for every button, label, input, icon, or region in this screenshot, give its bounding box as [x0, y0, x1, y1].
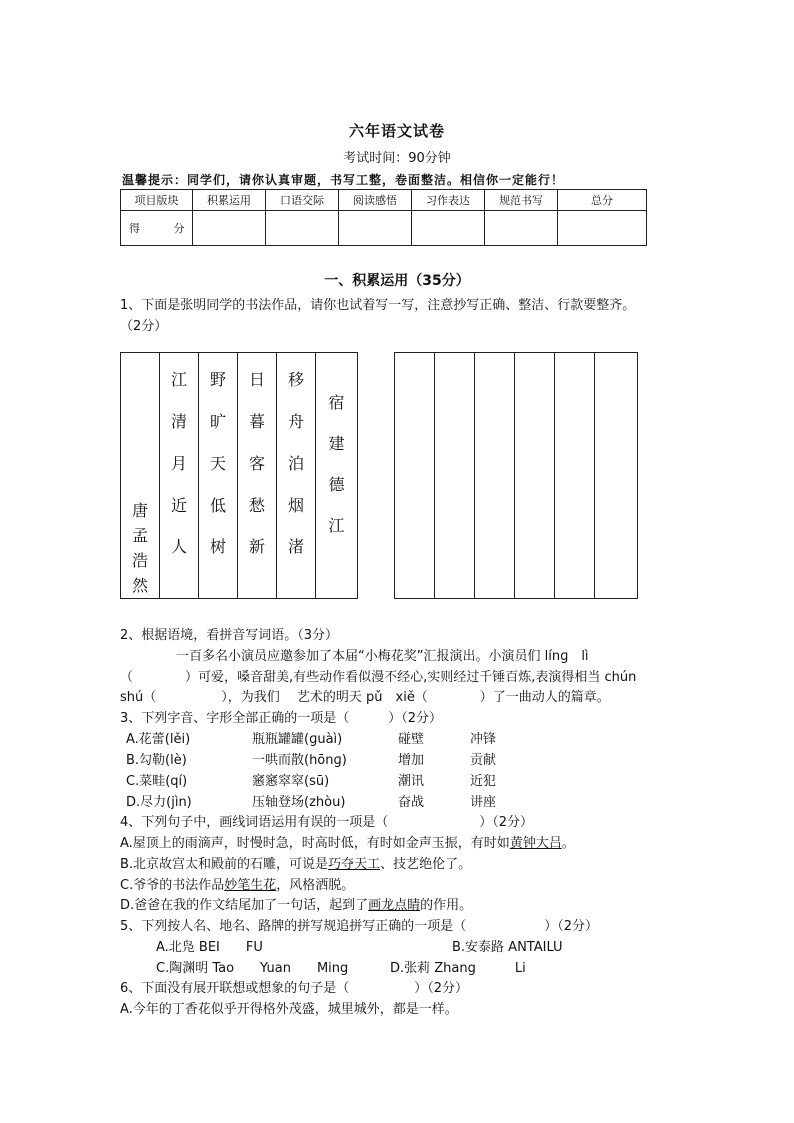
poem-char: 月	[170, 454, 187, 473]
q4-option-d	[120, 894, 472, 913]
q3-option-a-word: 碰壁	[398, 732, 425, 747]
poem-char: 泊	[287, 454, 304, 473]
poem-char: 移	[287, 370, 304, 389]
q6-option-a: A.今年的丁香花似乎开得格外茂盛，城里城外，都是一样。	[120, 1002, 458, 1017]
score-header-cell: 习作表达	[412, 190, 485, 211]
poem-char: 渚	[287, 537, 304, 556]
page-title: 六年语文试卷	[348, 122, 445, 140]
score-input-cell[interactable]	[193, 211, 266, 246]
score-header-cell: 规范书写	[485, 190, 558, 211]
score-header-cell: 阅读感悟	[339, 190, 412, 211]
q3-option-a-word: 瓶瓶罐罐(ɡuàì)	[252, 732, 343, 747]
score-header-cell: 积累运用	[193, 190, 266, 211]
poem-char: 新	[248, 537, 265, 556]
section-title: 一、积累运用（35分）	[324, 273, 470, 289]
poem-char: 烟	[287, 496, 304, 515]
q3-option-d-word: 讲座	[470, 795, 497, 810]
poem-char: 孟	[131, 526, 148, 545]
poem-char: 唐	[131, 501, 148, 520]
poem-char: 暮	[248, 412, 265, 431]
q3-option-b: B.勾勒(lè)	[126, 753, 187, 768]
q3-option-a-word: 冲锋	[470, 732, 497, 747]
score-input-cell[interactable]	[558, 211, 647, 246]
q4-text: 4、下列句子中，画线词语运用有误的一项是（ ）（2分）	[120, 815, 534, 830]
q4-a-end: 。	[561, 836, 575, 851]
q4-b-underlined: 巧夺天工	[328, 857, 381, 872]
q3-text: 3、下列字音、字形全部正确的一项是（ ）（2分）	[120, 711, 443, 726]
q3-option-b-word: 贡献	[470, 753, 497, 768]
practice-column[interactable]	[435, 353, 475, 598]
q4-d-text: D.爸爸在我的作文结尾加了一句话，起到了	[120, 898, 369, 913]
q3-option-d-word: 压轴登场(zhòu)	[252, 795, 346, 810]
q2-line1: 一百多名小演员应邀参加了本届“小梅花奖”汇报演出。小演员们 línɡ lì	[176, 649, 589, 664]
q4-option-a	[120, 832, 575, 851]
practice-column[interactable]	[595, 353, 637, 598]
q3-option-c-word: 窸窸窣窣(sū)	[252, 774, 330, 789]
exam-time: 考试时间：90分钟	[343, 151, 451, 166]
calligraphy-sample-grid	[120, 352, 358, 599]
score-header-cell: 总分	[558, 190, 647, 211]
q1-text: 1、下面是张明同学的书法作品，请你也试着写一写，注意抄写正确、整洁、行款要整齐。	[120, 298, 636, 313]
poem-char: 舟	[287, 412, 304, 431]
poem-char: 江	[328, 516, 345, 535]
q6-text: 6、下面没有展开联想或想象的句子是（ ）（2分）	[120, 981, 469, 996]
poem-char: 近	[170, 496, 187, 515]
poem-char: 愁	[248, 496, 265, 515]
q5-option-d: D.张莉 Zhang Li	[390, 961, 526, 976]
poem-char: 浩	[131, 551, 148, 570]
practice-column[interactable]	[555, 353, 595, 598]
poem-char: 建	[328, 434, 345, 453]
poem-char: 江	[170, 370, 187, 389]
poem-char: 德	[328, 475, 345, 494]
q2-line2: （ ）可爱，嗓音甜美,有些动作看似漫不经心,实则经过千锤百炼,表演得相当 chún	[120, 670, 637, 685]
warm-tip: 温馨提示：同学们，请你认真审题，书写工整，卷面整洁。相信你一定能行！	[122, 173, 565, 187]
score-header-cell: 口语交际	[266, 190, 339, 211]
q3-option-b-word: 增加	[398, 753, 425, 768]
poem-char: 日	[248, 370, 265, 389]
poem-char: 低	[209, 496, 226, 515]
poem-char: 旷	[209, 412, 226, 431]
score-input-cell[interactable]	[412, 211, 485, 246]
q3-option-c: C.菜畦(qí)	[126, 774, 188, 789]
poem-column	[199, 353, 238, 598]
poem-char: 天	[209, 454, 226, 473]
score-header-cell: 项目版块	[121, 190, 193, 211]
q4-c-text: C.爷爷的书法作品	[120, 878, 225, 893]
practice-column[interactable]	[395, 353, 435, 598]
score-input-cell[interactable]	[266, 211, 339, 246]
score-row-label: 得 分	[121, 211, 193, 246]
q3-option-d-word: 奋战	[398, 795, 425, 810]
practice-column[interactable]	[475, 353, 515, 598]
poem-char: 野	[209, 370, 226, 389]
q5-option-c: C.陶渊明 Tao Yuan Ming	[156, 961, 349, 976]
poem-char: 宿	[328, 393, 345, 412]
poem-column	[277, 353, 316, 598]
poem-char: 人	[170, 537, 187, 556]
score-input-cell[interactable]	[339, 211, 412, 246]
practice-column[interactable]	[515, 353, 555, 598]
poem-column	[160, 353, 199, 598]
q5-text: 5、下列按人名、地名、路牌的拼写规追拼写正确的一项是（ ）（2分）	[120, 919, 599, 934]
q3-option-c-word: 近犯	[470, 774, 497, 789]
q4-a-underlined: 黄钟大吕	[509, 836, 562, 851]
poem-char: 然	[131, 576, 148, 595]
q2-line3: shú（ ），为我们 艺术的明天 pǔ xiě（ ）了一曲动人的篇章。	[120, 690, 610, 705]
poem-column	[121, 353, 160, 598]
poem-column	[316, 353, 357, 598]
q4-b-end: 、技艺绝伦了。	[380, 857, 472, 872]
q4-b-text: B.北京故宫太和殿前的石雕，可说是	[120, 857, 329, 872]
poem-char: 客	[248, 454, 265, 473]
score-table	[120, 189, 647, 246]
q3-option-c-word: 潮讯	[398, 774, 425, 789]
q4-d-underlined: 画龙点睛	[368, 898, 421, 913]
q5-option-b: B.安泰路 ANTAILU	[452, 940, 563, 955]
q2-text: 2、根据语境，看拼音写词语。（3分）	[120, 628, 339, 643]
q5-option-a: A.北凫 BEI FU	[156, 940, 263, 955]
q3-option-a: A.花蕾(lěi)	[126, 732, 191, 747]
practice-writing-grid[interactable]	[394, 352, 638, 599]
q4-option-b	[120, 853, 471, 872]
q1-score: （2分）	[120, 319, 168, 334]
q4-c-end: ，风格洒脱。	[276, 878, 355, 893]
poem-char: 清	[170, 412, 187, 431]
q4-c-underlined: 妙笔生花	[224, 878, 277, 893]
score-input-cell[interactable]	[485, 211, 558, 246]
q4-a-text: A.屋顶上的雨滴声，时慢时急，时高时低，有时如金声玉振，有时如	[120, 836, 510, 851]
poem-column	[238, 353, 277, 598]
q4-d-end: 的作用。	[420, 898, 473, 913]
q4-option-c	[120, 874, 354, 893]
q3-option-b-word: 一哄而散(hōnɡ)	[252, 753, 347, 768]
poem-char: 树	[209, 537, 226, 556]
q3-option-d: D.尽力(jìn)	[126, 795, 192, 810]
